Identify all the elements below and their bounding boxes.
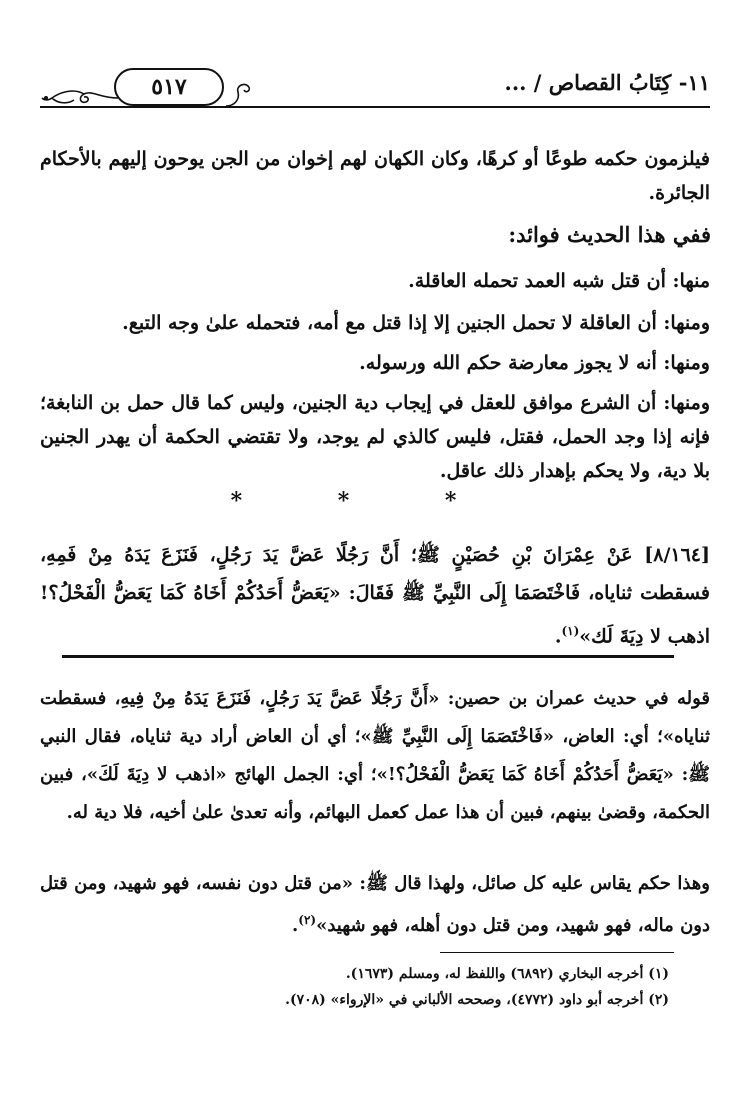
page-number-badge [114, 68, 224, 106]
section-heading: ففي هذا الحديث فوائد: [508, 222, 711, 247]
benefit-4: ومنها: أن الشرع موافق للعقل في إيجاب دية الجنين، وليس كما قال حمل بن النابغة؛ فإنه إذا وجد الحمل، فقتل، فليس كالذي لم يوجد، ولا تقتضي الحكمة أن يهدر الجنين بلا دية، ولا يحكم بإهدار ذلك عاقل. [40, 392, 710, 482]
footnote-1: (١) أخرجه البخاري (٦٨٩٢) واللفظ له، ومسلم (١٦٧٣). [345, 966, 669, 982]
ornament-flourish-icon [40, 86, 120, 108]
benefit-2: ومنها: أن العاقلة لا تحمل الجنين إلا إذا قتل مع أمه، فتحمله علىٰ وجه التبع. [122, 312, 710, 334]
commentary-2-body: وهذا حكم يقاس عليه كل صائل، ولهذا قال ﷺ: «من قتل دون نفسه، فهو شهيد، ومن قتل دون ماله، فهو شهيد، ومن قتل دون أهله، فهو شهيد» [40, 873, 710, 936]
footnote-2: (٢) أخرجه أبو داود (٤٧٧٢)، وصححه الألباني في «الإرواء» (٧٠٨). [285, 992, 669, 1008]
benefit-3: ومنها: أنه لا يجوز معارضة حكم الله ورسوله. [359, 352, 710, 374]
page-header [40, 66, 710, 110]
benefit-1: منها: أن قتل شبه العمد تحمله العاقلة. [408, 270, 710, 292]
ornament-curl-icon [224, 80, 254, 108]
separator-line [62, 655, 674, 658]
paragraph-intro: فيلزمون حكمه طوعًا أو كرهًا، وكان الكهان لهم إخوان من الجن يوحون إليهم بالأحكام الجائرة. [40, 148, 710, 204]
running-title: ١١- كِتَابُ القصاص / ... [504, 70, 710, 95]
hadith-text: [٨/١٦٤] عَنْ عِمْرَانَ بْنِ حُصَيْنٍ ﷺ؛ أَنَّ رَجُلًا عَضَّ يَدَ رَجُلٍ، فَنَزَعَ يَدَهُ مِنْ فَمِهِ، فسقطت ثناياه، فَاخْتَصَمَا إِلَى النَّبِيِّ ﷺ فَقَالَ: «يَعَضُّ أَحَدُكُمْ أَخَاهُ كَمَا يَعَضُّ الْفَحْلُ؟! اذهب لا دِيَةَ لَك»$^{(١)}$. [40, 544, 710, 648]
header-rule [40, 106, 710, 108]
commentary-1: قوله في حديث عمران بن حصين: «أَنَّ رَجُلًا عَضَّ يَدَ رَجُلٍ، فَنَزَعَ يَدَهُ مِنْ فِيهِ، فسقطت ثناياه»؛ أي: العاض، «فَاخْتَصَمَا إِلَى النَّبِيِّ ﷺ»؛ أي أن العاض أراد دية ثناياه، فقال النبي ﷺ: «يَعَضُّ أَحَدُكُمْ أَخَاهُ كَمَا يَعَضُّ الْفَحْلُ؟!»؛ أي: الجمل الهائج «اذهب لا دِيَةَ لَكَ»، فبين الحكمة، وقضىٰ بينهم، فبين أن هذا عمل كعمل البهائم، وأنه تعدىٰ علىٰ أخيه، فلا دية له. [40, 688, 710, 823]
commentary-2: وهذا حكم يقاس عليه كل صائل، ولهذا قال ﷺ: «من قتل دون نفسه، فهو شهيد، ومن قتل دون ماله، فهو شهيد، ومن قتل دون أهله، فهو شهيد»$^{(٢)}$. [40, 873, 710, 936]
footnote-ref-2[interactable]: (٢) [298, 913, 317, 927]
section-divider-stars: * * * [230, 488, 501, 514]
page-number: ٥١٧ [151, 74, 187, 100]
footnote-ref-1[interactable]: (١) [561, 624, 580, 638]
footnote-rule [440, 952, 674, 953]
hadith-body: [٨/١٦٤] عَنْ عِمْرَانَ بْنِ حُصَيْنٍ ﷺ؛ أَنَّ رَجُلًا عَضَّ يَدَ رَجُلٍ، فَنَزَعَ يَدَهُ مِنْ فَمِهِ، فسقطت ثناياه، فَاخْتَصَمَا إِلَى النَّبِيِّ ﷺ فَقَالَ: «يَعَضُّ أَحَدُكُمْ أَخَاهُ كَمَا يَعَضُّ الْفَحْلُ؟! اذهب لا دِيَةَ لَك» [40, 544, 710, 648]
